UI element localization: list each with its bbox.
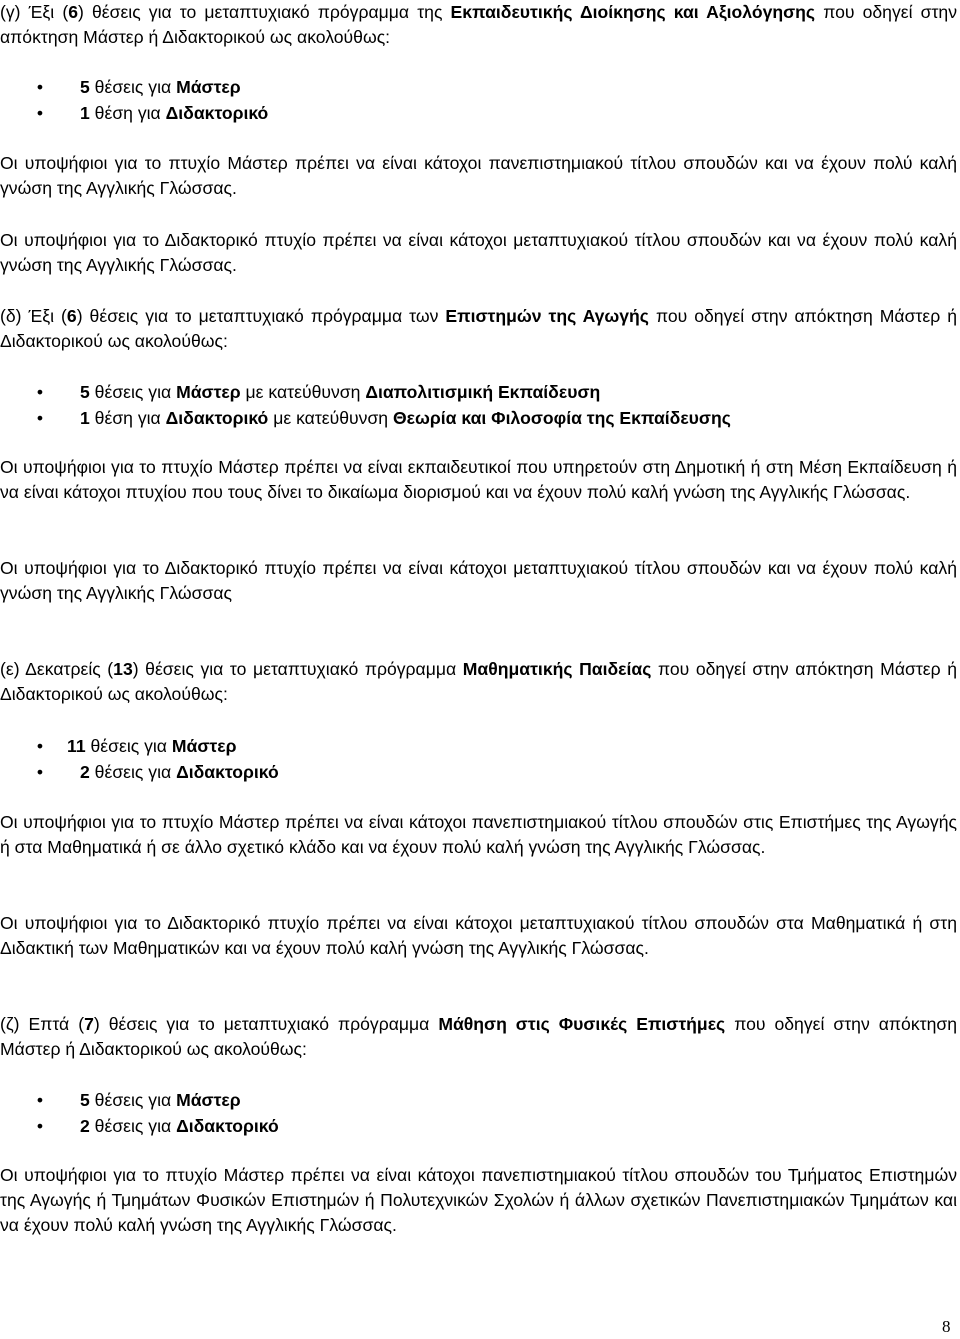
bullet-icon xyxy=(36,101,44,126)
paragraph-epsilon-intro: (ε) Δεκατρείς (13) θέσεις για το μεταπτυχιακό πρόγραμμα Μαθηματικής Παιδείας που οδηγεί στην απόκτηση Μάστερ ή Διδακτορικού ως ακολούθως: xyxy=(0,659,958,704)
paragraph-doctorate-requirements: Οι υποψήφιοι για το Διδακτορικό πτυχίο πρέπει να είναι κάτοχοι μεταπτυχιακού τίτλου σπουδών στα Μαθηματικά ή στη Διδακτική των Μαθηματικών και να έχουν πολύ καλή γνώση της Αγγλικής Γλώσσας. xyxy=(0,913,957,958)
paragraph-master-requirements: Οι υποψήφιοι για το πτυχίο Μάστερ πρέπει να είναι κάτοχοι πανεπιστημιακού τίτλου σπουδών στις Επιστήμες της Αγωγής ή στα Μαθηματικά ή σε άλλο σχετικό κλάδο και να έχουν πολύ καλή γνώση της Αγγλικής Γλώσσας. xyxy=(0,812,957,857)
bullet-icon xyxy=(36,380,44,405)
bullet-icon xyxy=(36,1114,44,1139)
document-page: (γ) Έξι (6) θέσεις για το μεταπτυχιακό πρόγραμμα της Εκπαιδευτικής Διοίκησης και Αξιολόγησης που οδηγεί στην απόκτηση Μάστερ ή Διδακτορικού ως ακολούθως: • 5 θέσεις για Μάστερ • 1 θέση για Διδακτορικό Οι υποψήφιοι για το πτυχίο Μάστερ πρέπει να είναι κάτοχοι πανεπιστημιακού τίτλου σπουδών και να έχουν πολύ καλή γνώση της Αγγλικής Γλώσσας. Οι υποψήφιοι για το Διδακτορικό πτυχίο πρέπει να είναι κάτοχοι μεταπτυχιακού τίτλου σπουδών και να έχουν πολύ καλή γνώση της Αγγλικής Γλώσσας. (δ) Έξι (6) θέσεις για το μεταπτυχιακό πρόγραμμα των Επιστημών της Αγωγής που οδηγεί στην απόκτηση Μάστερ ή Διδακτορικού ως ακολούθως: • 5 θέσεις για Μάστερ με κατεύθυνση Διαπολιτισμική Εκπαίδευση • 1 θέση για Διδακτορικό με κατεύθυνση Θεωρία και Φιλοσοφία της Εκπαίδευσης Οι υποψήφιοι για το πτυχίο Μάστερ πρέπει να είναι εκπαιδευτικοί που υπηρετούν στη Δημοτική ή στη Μέση Εκπαίδευση ή να είναι κάτοχοι πτυχίου που τους δίνει το δικαίωμα διορισμού και να έχουν πολύ καλή γνώση της Αγγλικής Γλώσσας. Οι υποψήφιοι για το Διδακτορικό πτυχίο πρέπει να είναι κάτοχοι μεταπτυχιακού τίτλου σπουδών και να έχουν πολύ καλή γνώση της Αγγλικής Γλώσσας (ε) Δεκατρείς (13) θέσεις για το μεταπτυχιακό πρόγραμμα Μαθηματικής Παιδείας που οδηγεί στην απόκτηση Μάστερ ή Διδακτορικού ως ακολούθως: • 11 θέσεις για Μάστερ • 2 θέσεις για Διδακτορικό Οι υποψήφιοι για το πτυχίο Μάστερ πρέπει να είναι κάτοχοι πανεπιστημιακού τίτλου σπουδών στις Επιστήμες της Αγωγής ή στα Μαθηματικά ή σε άλλο σχετικό κλάδο και να έχουν πολύ καλή γνώση της Αγγλικής Γλώσσας. Οι υποψήφιοι για το Διδακτορικό πτυχίο πρέπει να είναι κάτοχοι μεταπτυχιακού τίτλου σπουδών στα Μαθηματικά ή στη Διδακτική των Μαθηματικών και να έχουν πολύ καλή γνώση της Αγγλικής Γλώσσας. (ζ) Επτά (7) θέσεις για το μεταπτυχιακό πρόγραμμα Μάθηση στις Φυσικές Επιστήμες που οδηγεί στην απόκτηση Μάστερ ή Διδακτορικού ως ακολούθως: • 5 θέσεις για Μάστερ • 2 θέσεις για Διδακτορικό Οι υποψήφιοι για το πτυχίο Μάστερ πρέπει να είναι κάτοχοι πανεπιστημιακού τίτλου σπουδών του Τμήματος Επιστημών της Αγωγής ή Τμημάτων Φυσικών Επιστημών ή Πολυτεχνικών Σχολών ή άλλων σχετικών Πανεπιστημιακών Τμημάτων και να έχουν πολύ καλή γνώση της Αγγλικής Γλώσσας. 8 xyxy=(0,0,960,1337)
paragraph-gamma-intro: (γ) Έξι (6) θέσεις για το μεταπτυχιακό πρόγραμμα της Εκπαιδευτικής Διοίκησης και Αξιολόγησης που οδηγεί στην απόκτηση Μάστερ ή Διδακτορικού ως ακολούθως: xyxy=(0,2,958,47)
paragraph-doctorate-requirements: Οι υποψήφιοι για το Διδακτορικό πτυχίο πρέπει να είναι κάτοχοι μεταπτυχιακού τίτλου σπουδών και να έχουν πολύ καλή γνώση της Αγγλικής Γλώσσας xyxy=(0,558,957,603)
bullet-icon xyxy=(36,760,44,785)
bullet-icon xyxy=(36,734,44,759)
page-number: 8 xyxy=(942,1317,951,1336)
bullet-icon xyxy=(36,75,44,100)
paragraph-master-requirements: Οι υποψήφιοι για το πτυχίο Μάστερ πρέπει να είναι κάτοχοι πανεπιστημιακού τίτλου σπουδών και να έχουν πολύ καλή γνώση της Αγγλικής Γλώσσας. xyxy=(0,153,957,198)
paragraph-master-requirements: Οι υποψήφιοι για το πτυχίο Μάστερ πρέπει να είναι εκπαιδευτικοί που υπηρετούν στη Δημοτική ή στη Μέση Εκπαίδευση ή να είναι κάτοχοι πτυχίου που τους δίνει το δικαίωμα διορισμού και να έχουν πολύ καλή γνώση της Αγγλικής Γλώσσας. xyxy=(0,457,957,502)
bullet-icon xyxy=(36,406,44,431)
bullet-icon xyxy=(36,1088,44,1113)
paragraph-master-requirements: Οι υποψήφιοι για το πτυχίο Μάστερ πρέπει να είναι κάτοχοι πανεπιστημιακού τίτλου σπουδών του Τμήματος Επιστημών της Αγωγής ή Τμημάτων Φυσικών Επιστημών ή Πολυτεχνικών Σχολών ή άλλων σχετικών Πανεπιστημιακών Τμημάτων και να έχουν πολύ καλή γνώση της Αγγλικής Γλώσσας. xyxy=(0,1165,957,1235)
paragraph-zeta-intro: (ζ) Επτά (7) θέσεις για το μεταπτυχιακό πρόγραμμα Μάθηση στις Φυσικές Επιστήμες που οδηγεί στην απόκτηση Μάστερ ή Διδακτορικού ως ακολούθως: xyxy=(0,1014,958,1059)
paragraph-delta-intro: (δ) Έξι (6) θέσεις για το μεταπτυχιακό πρόγραμμα των Επιστημών της Αγωγής που οδηγεί στην απόκτηση Μάστερ ή Διδακτορικού ως ακολούθως: xyxy=(0,306,958,351)
paragraph-doctorate-requirements: Οι υποψήφιοι για το Διδακτορικό πτυχίο πρέπει να είναι κάτοχοι μεταπτυχιακού τίτλου σπουδών και να έχουν πολύ καλή γνώση της Αγγλικής Γλώσσας. xyxy=(0,230,957,275)
